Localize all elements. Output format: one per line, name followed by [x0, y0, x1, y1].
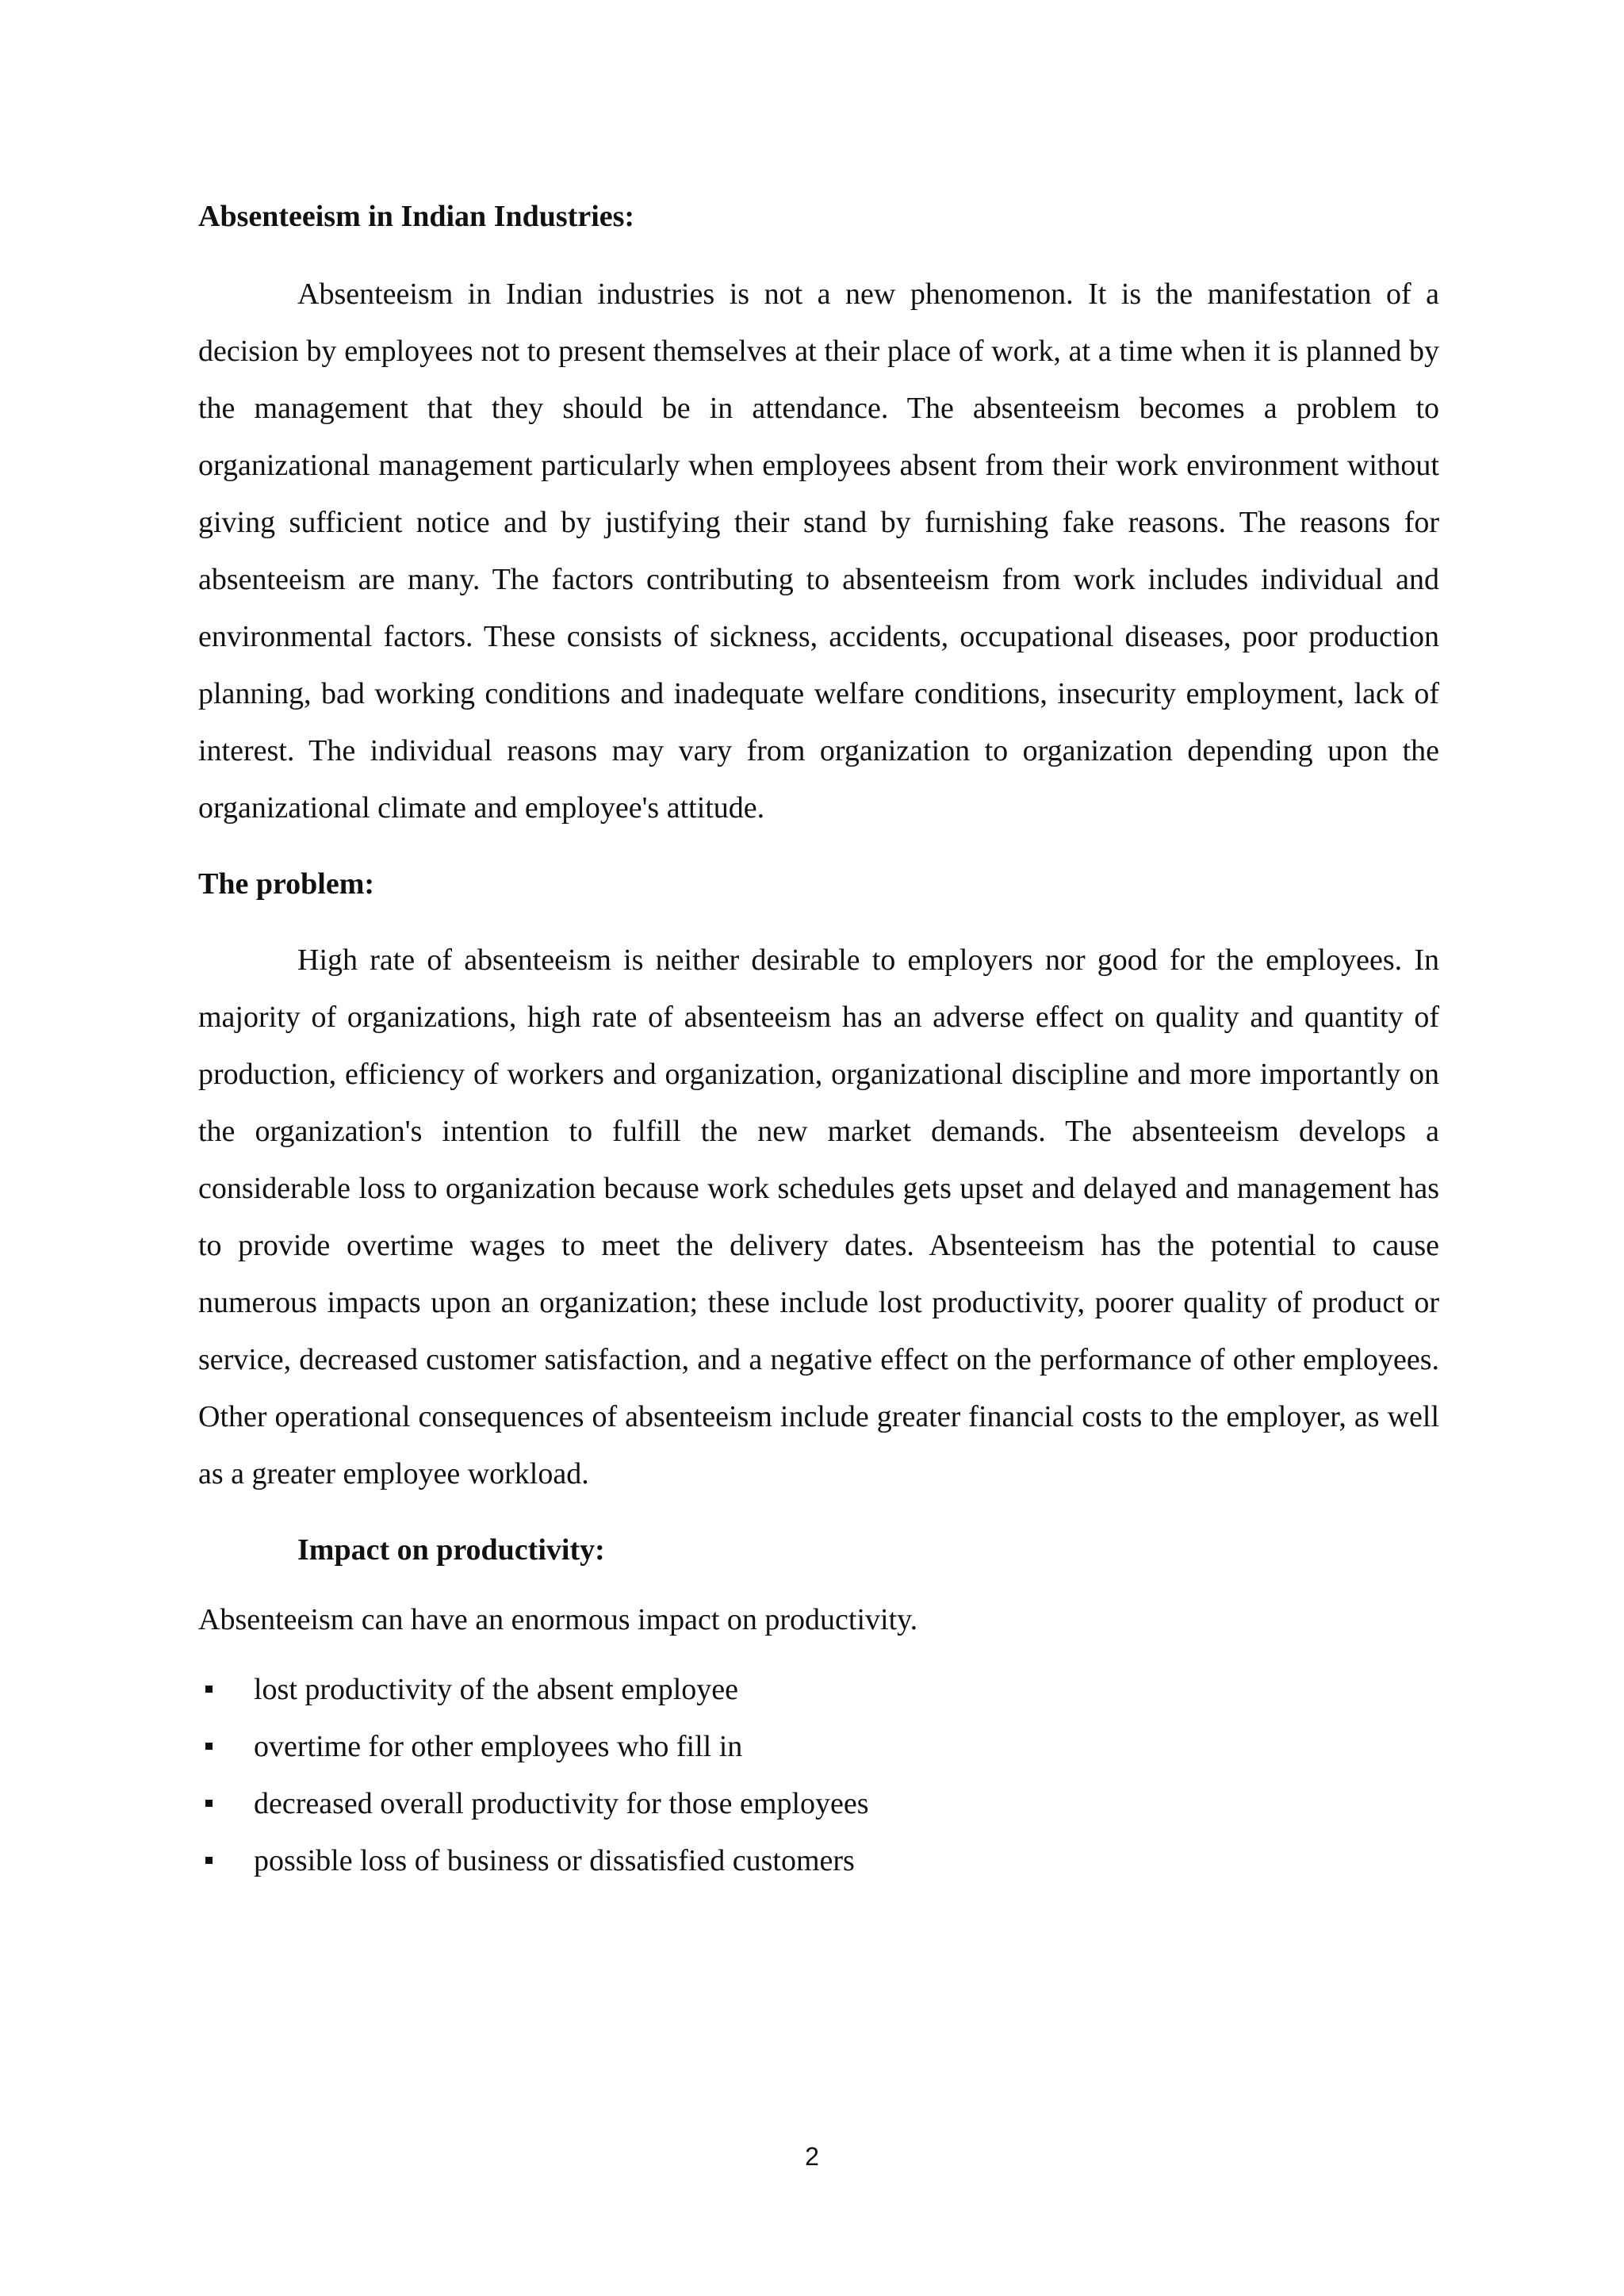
- square-bullet-icon: [205, 1743, 213, 1750]
- square-bullet-icon: [205, 1686, 213, 1693]
- list-item: [198, 1832, 1439, 1889]
- list-item-text: overtime for other employees who fill in: [254, 1730, 743, 1763]
- paragraph-absenteeism-indian-industries: Absenteeism in Indian industries is not a new phenomenon. It is the manifestation of a decision by employees not to present themselves at their place of work, at a time when it is planned by the management that they should be in attendance. The absenteeism becomes a problem to organizational management particularly when employees absent from their work environment without giving sufficient notice and by justifying their stand by furnishing fake reasons. The reasons for absenteeism are many. The factors contributing to absenteeism from work includes individual and environmental factors. These consists of sickness, accidents, occupational diseases, poor production planning, bad working conditions and inadequate welfare conditions, insecurity employment, lack of interest. The individual reasons may vary from organization to organization depending upon the organizational climate and employee's attitude.: [198, 277, 1439, 825]
- list-item: [198, 1661, 1439, 1718]
- page-number: 2: [805, 2142, 819, 2171]
- impact-bullet-list: [198, 1661, 1439, 1889]
- paragraph-impact-intro: Absenteeism can have an enormous impact on productivity.: [198, 1603, 918, 1636]
- paragraph-the-problem: High rate of absenteeism is neither desirable to employers nor good for the employees. In majority of organizations, high rate of absenteeism has an adverse effect on quality and quantity of production, efficiency of workers and organization, organizational discipline and more importantly on the organization's intention to fulfill the new market demands. The absenteeism develops a considerable loss to organization because work schedules gets upset and delayed and management has to provide overtime wages to meet the delivery dates. Absenteeism has the potential to cause numerous impacts upon an organization; these include lost productivity, poorer quality of product or service, decreased customer satisfaction, and a negative effect on the performance of other employees. Other operational consequences of absenteeism include greater financial costs to the employer, as well as a greater employee workload.: [198, 943, 1439, 1490]
- list-item: [198, 1775, 1439, 1832]
- list-item-text: lost productivity of the absent employee: [254, 1673, 739, 1706]
- square-bullet-icon: [205, 1800, 213, 1807]
- section-heading-absenteeism-indian-industries: Absenteeism in Indian Industries:: [198, 200, 635, 233]
- list-item: [198, 1718, 1439, 1775]
- list-item-text: decreased overall productivity for those employees: [254, 1787, 869, 1820]
- page-content: [198, 194, 1439, 1889]
- list-item-text: possible loss of business or dissatisfied customers: [254, 1844, 855, 1877]
- square-bullet-icon: [205, 1857, 213, 1864]
- section-heading-impact-on-productivity: Impact on productivity:: [297, 1533, 605, 1567]
- section-heading-the-problem: The problem:: [198, 867, 375, 901]
